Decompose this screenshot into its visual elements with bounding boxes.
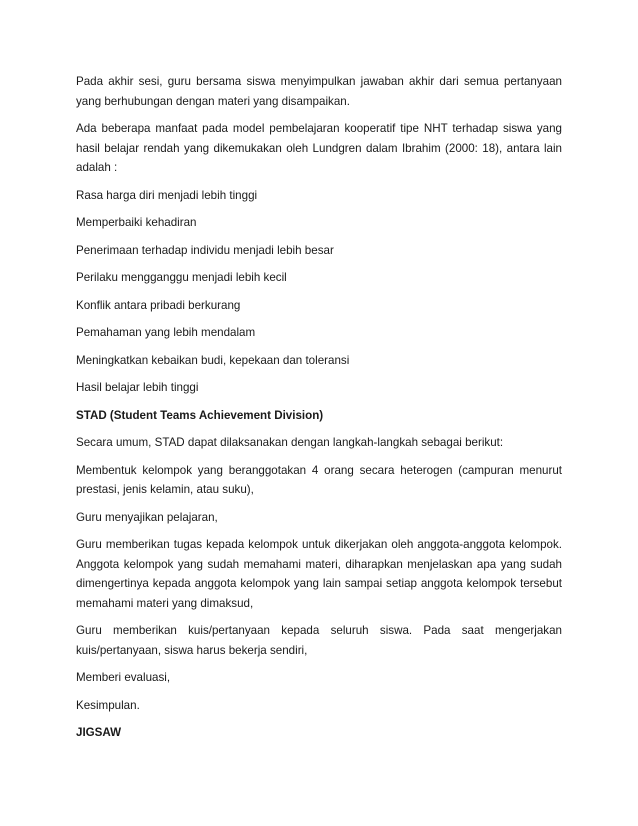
list-item-benefit: Perilaku mengganggu menjadi lebih kecil <box>76 271 287 284</box>
list-item-stad-step: Memberi evaluasi, <box>76 671 171 684</box>
paragraph-stad-intro: Secara umum, STAD dapat dilaksanakan dengan langkah-langkah sebagai berikut: <box>76 436 504 449</box>
list-item-benefit: Meningkatkan kebaikan budi, kepekaan dan toleransi <box>76 353 350 367</box>
list-item-stad-step: Membentuk kelompok yang beranggotakan 4 orang secara heterogen (campuran menurut prestasi, jenis kelamin, atau suku), <box>76 463 562 496</box>
list-item-benefit: Memperbaiki kehadiran <box>76 216 197 229</box>
paragraph-nht-benefits-intro: Ada beberapa manfaat pada model pembelajaran kooperatif tipe NHT terhadap siswa yang hasil belajar rendah yang dikemukakan oleh Lundgren dalam Ibrahim (2000: 18), antara lain adalah : <box>76 122 562 174</box>
paragraph-conclusion-session: Pada akhir sesi, guru bersama siswa menyimpulkan jawaban akhir dari semua pertanyaan yang berhubungan dengan materi yang disampaikan. <box>76 75 562 108</box>
list-item-stad-step: Guru memberikan tugas kepada kelompok untuk dikerjakan oleh anggota-anggota kelompok. Anggota kelompok yang sudah memahami materi, diharapkan menjelaskan apa yang sudah dimengertinya kepada anggota kelompok yang lain sampai setiap anggota kelompok tersebut memahami materi yang dimaksud, <box>76 538 562 610</box>
list-item-benefit: Penerimaan terhadap individu menjadi lebih besar <box>76 243 334 257</box>
document-body <box>76 72 562 751</box>
section-heading-jigsaw: JIGSAW <box>76 726 122 739</box>
list-item-benefit: Pemahaman yang lebih mendalam <box>76 326 256 339</box>
section-heading-stad: STAD (Student Teams Achievement Division) <box>76 408 324 422</box>
list-item-benefit: Konflik antara pribadi berkurang <box>76 298 241 312</box>
list-item-stad-step: Guru memberikan kuis/pertanyaan kepada seluruh siswa. Pada saat mengerjakan kuis/pertanyaan, siswa harus bekerja sendiri, <box>76 624 562 657</box>
list-item-stad-step: Guru menyajikan pelajaran, <box>76 510 218 524</box>
list-item-benefit: Hasil belajar lebih tinggi <box>76 381 199 394</box>
list-item-benefit: Rasa harga diri menjadi lebih tinggi <box>76 188 258 202</box>
list-item-stad-step: Kesimpulan. <box>76 698 140 712</box>
